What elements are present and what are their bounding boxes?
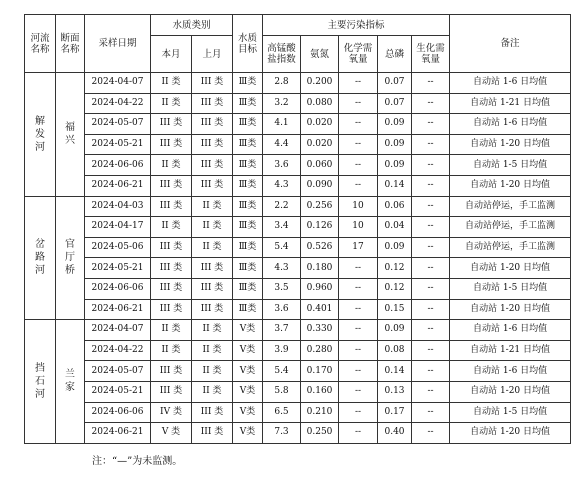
header-last-month: 上月 [192, 36, 233, 73]
bod-cell: -- [412, 155, 450, 176]
bod-cell: -- [412, 217, 450, 238]
cod-cell: -- [339, 134, 378, 155]
cod-cell: -- [339, 93, 378, 114]
codmn-cell: 3.5 [263, 278, 301, 299]
sampling-date-cell: 2024-06-06 [85, 278, 151, 299]
total-phosphorus-cell: 0.17 [378, 402, 412, 423]
quality-target-cell: Ⅲ类 [233, 155, 263, 176]
cod-cell: -- [339, 73, 378, 94]
table-row [25, 155, 571, 176]
quality-target-cell: Ⅲ类 [233, 73, 263, 94]
sampling-date-cell: 2024-04-22 [85, 340, 151, 361]
bod-cell: -- [412, 93, 450, 114]
quality-target-cell: Ⅲ类 [233, 134, 263, 155]
ammonia-cell: 0.170 [301, 361, 339, 382]
quality-target-cell: Ⅲ类 [233, 196, 263, 217]
table-row [25, 73, 571, 94]
sampling-date-cell: 2024-05-07 [85, 114, 151, 135]
class-this-month-cell: II 类 [151, 73, 192, 94]
total-phosphorus-cell: 0.07 [378, 93, 412, 114]
total-phosphorus-cell: 0.09 [378, 237, 412, 258]
cod-cell: 10 [339, 196, 378, 217]
total-phosphorus-cell: 0.12 [378, 278, 412, 299]
bod-cell: -- [412, 196, 450, 217]
ammonia-cell: 0.060 [301, 155, 339, 176]
quality-target-cell: V类 [233, 340, 263, 361]
class-last-month-cell: III 类 [192, 258, 233, 279]
table-row [25, 340, 571, 361]
cod-cell: 10 [339, 217, 378, 238]
codmn-cell: 5.4 [263, 361, 301, 382]
quality-target-cell: V类 [233, 423, 263, 444]
remark-cell: 自动站 1-6 日均值 [450, 361, 571, 382]
quality-target-cell: Ⅲ类 [233, 299, 263, 320]
table-body [25, 73, 571, 444]
remark-cell: 自动站 1-20 日均值 [450, 299, 571, 320]
section-name-cell: 兰 家 [56, 320, 85, 444]
class-this-month-cell: III 类 [151, 381, 192, 402]
total-phosphorus-cell: 0.13 [378, 381, 412, 402]
remark-cell: 自动站 1-6 日均值 [450, 73, 571, 94]
total-phosphorus-cell: 0.09 [378, 320, 412, 341]
sampling-date-cell: 2024-05-21 [85, 381, 151, 402]
total-phosphorus-cell: 0.09 [378, 134, 412, 155]
remark-cell: 自动站 1-20 日均值 [450, 175, 571, 196]
remark-cell: 自动站 1-20 日均值 [450, 381, 571, 402]
table-row [25, 217, 571, 238]
section-name-cell: 官 厅 桥 [56, 196, 85, 320]
class-last-month-cell: II 类 [192, 237, 233, 258]
class-this-month-cell: V 类 [151, 423, 192, 444]
codmn-cell: 3.4 [263, 217, 301, 238]
bod-cell: -- [412, 278, 450, 299]
table-row [25, 134, 571, 155]
cod-cell: -- [339, 340, 378, 361]
total-phosphorus-cell: 0.12 [378, 258, 412, 279]
ammonia-cell: 0.401 [301, 299, 339, 320]
table-row [25, 361, 571, 382]
table-row [25, 175, 571, 196]
sampling-date-cell: 2024-06-06 [85, 155, 151, 176]
sampling-date-cell: 2024-04-17 [85, 217, 151, 238]
quality-target-cell: V类 [233, 402, 263, 423]
ammonia-cell: 0.280 [301, 340, 339, 361]
sampling-date-cell: 2024-04-07 [85, 320, 151, 341]
remark-cell: 自动站 1-6 日均值 [450, 320, 571, 341]
class-this-month-cell: III 类 [151, 258, 192, 279]
codmn-cell: 4.1 [263, 114, 301, 135]
bod-cell: -- [412, 381, 450, 402]
class-this-month-cell: III 类 [151, 278, 192, 299]
table-row [25, 299, 571, 320]
ammonia-cell: 0.526 [301, 237, 339, 258]
class-this-month-cell: III 类 [151, 175, 192, 196]
table-row [25, 423, 571, 444]
class-this-month-cell: III 类 [151, 196, 192, 217]
bod-cell: -- [412, 402, 450, 423]
sampling-date-cell: 2024-06-21 [85, 175, 151, 196]
cod-cell: -- [339, 155, 378, 176]
total-phosphorus-cell: 0.08 [378, 340, 412, 361]
quality-target-cell: Ⅲ类 [233, 93, 263, 114]
section-name-cell: 福 兴 [56, 73, 85, 197]
header-quality-class: 水质类别 [151, 15, 233, 36]
cod-cell: -- [339, 423, 378, 444]
remark-cell: 自动站 1-21 日均值 [450, 93, 571, 114]
quality-target-cell: V类 [233, 320, 263, 341]
codmn-cell: 4.3 [263, 258, 301, 279]
bod-cell: -- [412, 73, 450, 94]
ammonia-cell: 0.960 [301, 278, 339, 299]
quality-target-cell: Ⅲ类 [233, 237, 263, 258]
codmn-cell: 5.4 [263, 237, 301, 258]
quality-target-cell: Ⅲ类 [233, 175, 263, 196]
remark-cell: 自动站 1-20 日均值 [450, 258, 571, 279]
total-phosphorus-cell: 0.15 [378, 299, 412, 320]
cod-cell: -- [339, 278, 378, 299]
codmn-cell: 3.2 [263, 93, 301, 114]
table-row [25, 196, 571, 217]
total-phosphorus-cell: 0.09 [378, 155, 412, 176]
class-this-month-cell: III 类 [151, 299, 192, 320]
bod-cell: -- [412, 361, 450, 382]
cod-cell: -- [339, 114, 378, 135]
class-last-month-cell: III 类 [192, 278, 233, 299]
class-last-month-cell: II 类 [192, 217, 233, 238]
table-row [25, 237, 571, 258]
sampling-date-cell: 2024-05-21 [85, 258, 151, 279]
remark-cell: 自动站 1-20 日均值 [450, 423, 571, 444]
sampling-date-cell: 2024-04-03 [85, 196, 151, 217]
table-row [25, 278, 571, 299]
table-row [25, 402, 571, 423]
ammonia-cell: 0.090 [301, 175, 339, 196]
ammonia-cell: 0.210 [301, 402, 339, 423]
ammonia-cell: 0.020 [301, 114, 339, 135]
remark-cell: 自动站停运，手工监测 [450, 217, 571, 238]
bod-cell: -- [412, 299, 450, 320]
cod-cell: -- [339, 258, 378, 279]
sampling-date-cell: 2024-06-21 [85, 423, 151, 444]
cod-cell: -- [339, 361, 378, 382]
bod-cell: -- [412, 114, 450, 135]
class-this-month-cell: II 类 [151, 93, 192, 114]
bod-cell: -- [412, 320, 450, 341]
class-this-month-cell: III 类 [151, 361, 192, 382]
remark-cell: 自动站 1-6 日均值 [450, 114, 571, 135]
class-this-month-cell: III 类 [151, 134, 192, 155]
remark-cell: 自动站停运，手工监测 [450, 196, 571, 217]
total-phosphorus-cell: 0.06 [378, 196, 412, 217]
cod-cell: -- [339, 402, 378, 423]
total-phosphorus-cell: 0.14 [378, 361, 412, 382]
header-ammonia: 氨氮 [301, 36, 339, 73]
sampling-date-cell: 2024-05-07 [85, 361, 151, 382]
bod-cell: -- [412, 134, 450, 155]
cod-cell: -- [339, 320, 378, 341]
sampling-date-cell: 2024-06-21 [85, 299, 151, 320]
header-bod: 生化需 氧量 [412, 36, 450, 73]
codmn-cell: 5.8 [263, 381, 301, 402]
header-this-month: 本月 [151, 36, 192, 73]
codmn-cell: 4.4 [263, 134, 301, 155]
codmn-cell: 3.7 [263, 320, 301, 341]
total-phosphorus-cell: 0.14 [378, 175, 412, 196]
ammonia-cell: 0.020 [301, 134, 339, 155]
header-total-phosphorus: 总磷 [378, 36, 412, 73]
ammonia-cell: 0.180 [301, 258, 339, 279]
class-last-month-cell: II 类 [192, 340, 233, 361]
table-row [25, 258, 571, 279]
table-footnote: 注：“—”为未监测。 [92, 456, 183, 467]
water-quality-table [24, 14, 571, 444]
codmn-cell: 3.6 [263, 299, 301, 320]
class-this-month-cell: IV 类 [151, 402, 192, 423]
header-main-pollutants: 主要污染指标 [263, 15, 450, 36]
class-last-month-cell: II 类 [192, 196, 233, 217]
header-sampling-date: 采样日期 [85, 15, 151, 73]
class-this-month-cell: III 类 [151, 237, 192, 258]
class-last-month-cell: III 类 [192, 402, 233, 423]
total-phosphorus-cell: 0.09 [378, 114, 412, 135]
codmn-cell: 2.8 [263, 73, 301, 94]
remark-cell: 自动站 1-5 日均值 [450, 402, 571, 423]
codmn-cell: 3.6 [263, 155, 301, 176]
header-codmn: 高锰酸 盐指数 [263, 36, 301, 73]
class-last-month-cell: III 类 [192, 155, 233, 176]
header-river-name: 河流 名称 [25, 15, 56, 73]
quality-target-cell: Ⅲ类 [233, 217, 263, 238]
codmn-cell: 2.2 [263, 196, 301, 217]
quality-target-cell: Ⅲ类 [233, 258, 263, 279]
class-last-month-cell: III 类 [192, 134, 233, 155]
total-phosphorus-cell: 0.40 [378, 423, 412, 444]
class-last-month-cell: II 类 [192, 381, 233, 402]
bod-cell: -- [412, 340, 450, 361]
header-remark: 备注 [450, 15, 571, 73]
total-phosphorus-cell: 0.07 [378, 73, 412, 94]
table-row [25, 381, 571, 402]
codmn-cell: 7.3 [263, 423, 301, 444]
cod-cell: -- [339, 299, 378, 320]
sampling-date-cell: 2024-05-21 [85, 134, 151, 155]
quality-target-cell: V类 [233, 361, 263, 382]
quality-target-cell: Ⅲ类 [233, 278, 263, 299]
codmn-cell: 3.9 [263, 340, 301, 361]
ammonia-cell: 0.126 [301, 217, 339, 238]
remark-cell: 自动站停运，手工监测 [450, 237, 571, 258]
class-last-month-cell: III 类 [192, 299, 233, 320]
sampling-date-cell: 2024-04-07 [85, 73, 151, 94]
cod-cell: -- [339, 175, 378, 196]
header-quality-target: 水质 目标 [233, 15, 263, 73]
sampling-date-cell: 2024-05-06 [85, 237, 151, 258]
bod-cell: -- [412, 175, 450, 196]
codmn-cell: 6.5 [263, 402, 301, 423]
class-last-month-cell: III 类 [192, 175, 233, 196]
bod-cell: -- [412, 258, 450, 279]
codmn-cell: 4.3 [263, 175, 301, 196]
table-row [25, 320, 571, 341]
table-row [25, 93, 571, 114]
header-cod: 化学需 氧量 [339, 36, 378, 73]
bod-cell: -- [412, 237, 450, 258]
sampling-date-cell: 2024-06-06 [85, 402, 151, 423]
ammonia-cell: 0.160 [301, 381, 339, 402]
class-this-month-cell: II 类 [151, 217, 192, 238]
class-last-month-cell: II 类 [192, 320, 233, 341]
cod-cell: -- [339, 381, 378, 402]
table-row [25, 114, 571, 135]
ammonia-cell: 0.250 [301, 423, 339, 444]
water-quality-table-container [24, 14, 570, 444]
cod-cell: 17 [339, 237, 378, 258]
quality-target-cell: Ⅲ类 [233, 114, 263, 135]
quality-target-cell: V类 [233, 381, 263, 402]
river-name-cell: 挡 石 河 [25, 320, 56, 444]
class-last-month-cell: III 类 [192, 93, 233, 114]
total-phosphorus-cell: 0.04 [378, 217, 412, 238]
river-name-cell: 岔 路 河 [25, 196, 56, 320]
remark-cell: 自动站 1-5 日均值 [450, 278, 571, 299]
sampling-date-cell: 2024-04-22 [85, 93, 151, 114]
class-this-month-cell: II 类 [151, 155, 192, 176]
class-this-month-cell: II 类 [151, 340, 192, 361]
remark-cell: 自动站 1-21 日均值 [450, 340, 571, 361]
river-name-cell: 解 发 河 [25, 73, 56, 197]
ammonia-cell: 0.200 [301, 73, 339, 94]
header-section-name: 断面 名称 [56, 15, 85, 73]
class-last-month-cell: III 类 [192, 73, 233, 94]
remark-cell: 自动站 1-5 日均值 [450, 155, 571, 176]
class-this-month-cell: III 类 [151, 114, 192, 135]
ammonia-cell: 0.080 [301, 93, 339, 114]
remark-cell: 自动站 1-20 日均值 [450, 134, 571, 155]
class-last-month-cell: II 类 [192, 361, 233, 382]
class-last-month-cell: III 类 [192, 114, 233, 135]
class-this-month-cell: II 类 [151, 320, 192, 341]
ammonia-cell: 0.256 [301, 196, 339, 217]
ammonia-cell: 0.330 [301, 320, 339, 341]
class-last-month-cell: III 类 [192, 423, 233, 444]
bod-cell: -- [412, 423, 450, 444]
